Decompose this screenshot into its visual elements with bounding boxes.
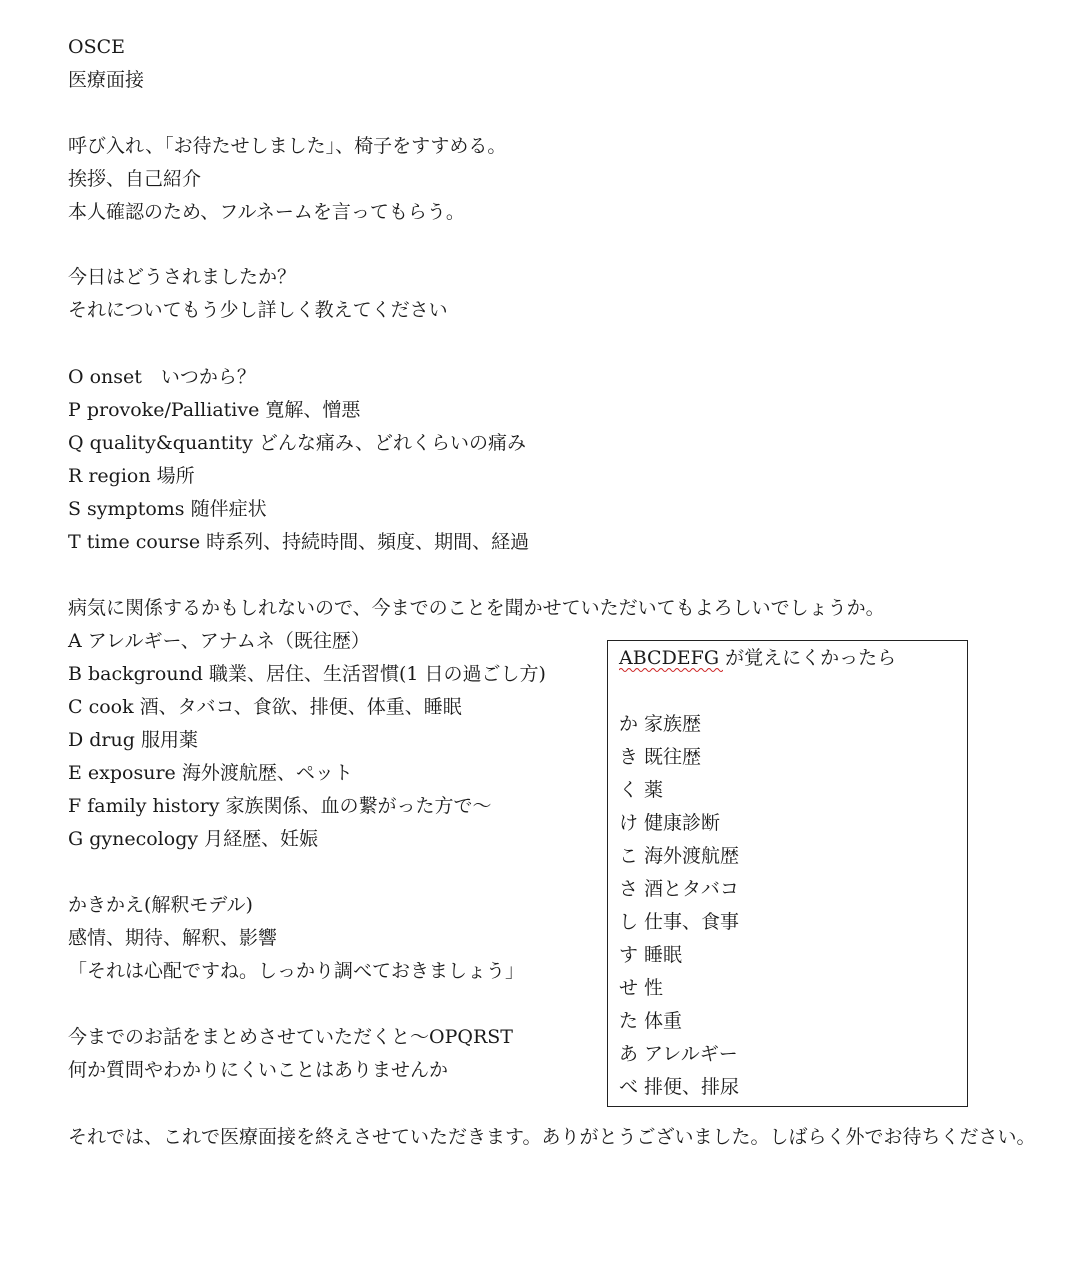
history-intro: 病気に関係するかもしれないので、今までのことを聞かせていただいてもよろしいでしょうか。 <box>68 597 885 619</box>
closing-line: それでは、これで医療面接を終えさせていただきます。ありがとうございました。しばらく外でお待ちください。 <box>68 1126 1036 1148</box>
question-line: それについてもう少し詳しく教えてください <box>68 299 448 321</box>
opqrst-line: R region 場所 <box>68 465 195 487</box>
abcdefg-line: G gynecology 月経歴、妊娠 <box>68 828 319 850</box>
opqrst-line: S symptoms 随伴症状 <box>68 498 267 520</box>
mnemonic-item: さ 酒とタバコ <box>619 878 739 900</box>
mnemonic-item: せ 性 <box>619 977 664 999</box>
opqrst-line: T time course 時系列、持続時間、頻度、期間、経過 <box>68 531 530 553</box>
abcdefg-line: D drug 服用薬 <box>68 729 198 751</box>
summary-line: 今までのお話をまとめさせていただくと〜OPQRST <box>68 1026 513 1048</box>
kakikae-line: 感情、期待、解釈、影響 <box>68 927 278 949</box>
mnemonic-item: す 睡眠 <box>619 944 683 966</box>
mnemonic-box <box>607 640 968 1107</box>
mnemonic-item: こ 海外渡航歴 <box>619 845 740 867</box>
abcdefg-line: F family history 家族関係、血の繋がった方で〜 <box>68 795 492 817</box>
mnemonic-box-title-text: ABCDEFG が覚えにくかったら <box>619 647 897 669</box>
mnemonic-item: く 薬 <box>619 779 664 801</box>
kakikae-line: かきかえ(解釈モデル) <box>68 894 253 916</box>
question-line: 今日はどうされましたか？ <box>68 266 297 288</box>
opqrst-line: Q quality&quantity どんな痛み、どれくらいの痛み <box>68 432 527 454</box>
mnemonic-item: き 既往歴 <box>619 746 702 768</box>
summary-line: 何か質問やわかりにくいことはありませんか <box>68 1059 449 1081</box>
intro-line: 本人確認のため、フルネームを言ってもらう。 <box>68 201 465 223</box>
abcdefg-line: B background 職業、居住、生活習慣(1 日の過ごし方) <box>68 663 546 685</box>
mnemonic-item: か 家族歴 <box>619 713 702 735</box>
abcdefg-line: A アレルギー、アナムネ（既往歴） <box>68 630 370 652</box>
mnemonic-item: け 健康診断 <box>619 812 721 834</box>
spellcheck-underline <box>619 667 723 673</box>
mnemonic-item: し 仕事、食事 <box>619 911 740 933</box>
opqrst-line: P provoke/Palliative 寛解、憎悪 <box>68 399 361 421</box>
opqrst-line: O onset いつから？ <box>68 366 256 388</box>
abcdefg-line: E exposure 海外渡航歴、ペット <box>68 762 353 784</box>
doc-subtitle: 医療面接 <box>68 69 145 91</box>
mnemonic-box-title <box>619 647 896 669</box>
intro-line: 挨拶、自己紹介 <box>68 168 202 190</box>
abcdefg-line: C cook 酒、タバコ、食欲、排便、体重、睡眠 <box>68 696 462 718</box>
mnemonic-item: た 体重 <box>619 1010 683 1032</box>
kakikae-line: 「それは心配ですね。しっかり調べておきましょう」 <box>68 960 525 982</box>
doc-title: OSCE <box>68 36 125 58</box>
intro-line: 呼び入れ、「お待たせしました」、椅子をすすめる。 <box>68 135 507 157</box>
mnemonic-item: あ アレルギー <box>619 1043 738 1065</box>
mnemonic-item: べ 排便、排尿 <box>619 1076 740 1098</box>
